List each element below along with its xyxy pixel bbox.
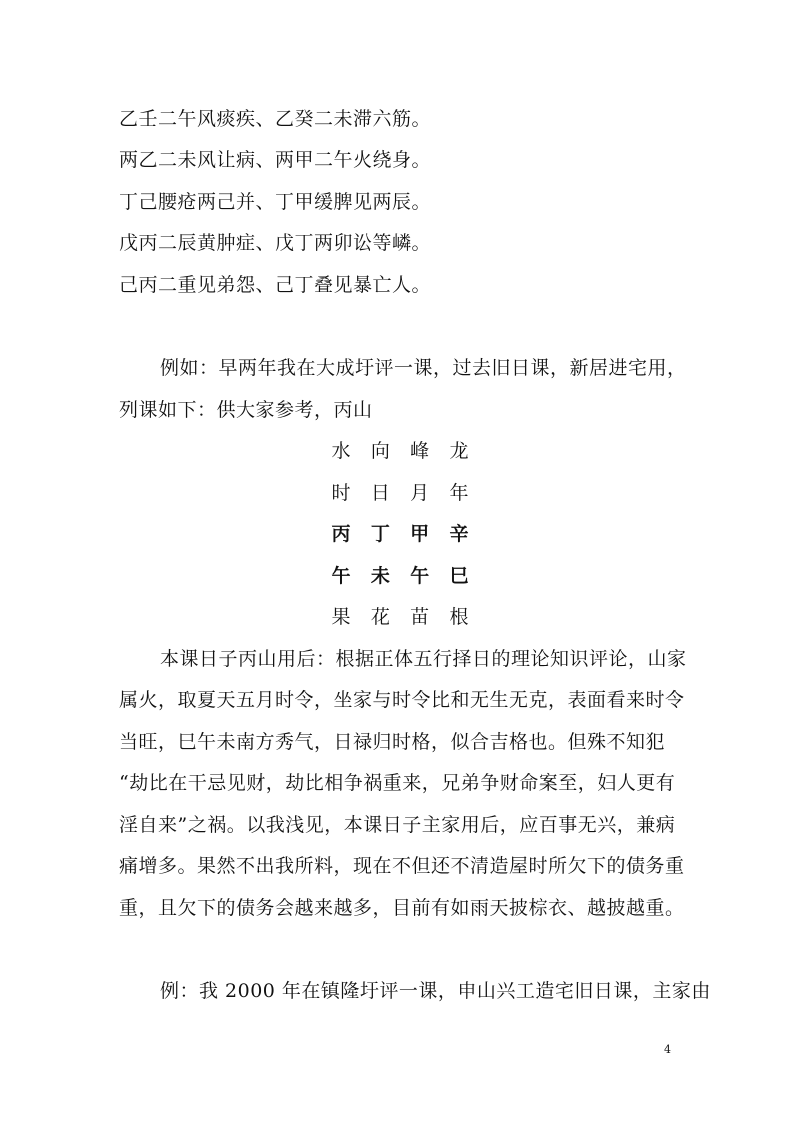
analysis-line-6: 痛增多。果然不出我所料，现在不但还不清造屋时所欠下的债务重 <box>119 855 685 877</box>
chart-cell: 花 <box>370 606 390 628</box>
chart-cell: 苗 <box>410 606 430 628</box>
analysis-line-3: 当旺，巳午未南方秀气，日禄归时格，似合吉格也。但殊不知犯 <box>119 731 666 753</box>
chart-cell: 果 <box>331 606 351 628</box>
chart-row-metaphors <box>330 605 470 629</box>
chart-cell: 午 <box>410 565 430 587</box>
chart-cell: 甲 <box>410 523 430 545</box>
chart-cell: 丁 <box>370 523 390 545</box>
chart-row-periods <box>330 481 470 505</box>
chart-cell: 巳 <box>449 565 469 587</box>
example1-line-1: 例如：早两年我在大成圩评一课，过去旧日课，新居进宅用， <box>160 357 687 379</box>
chart-cell: 根 <box>449 606 469 628</box>
chart-cell: 辛 <box>449 523 469 545</box>
verse-line-5: 己丙二重见弟怨、己丁叠见暴亡人。 <box>119 274 432 296</box>
verse-line-3: 丁己腰疮两己并、丁甲缓脾见两辰。 <box>119 191 432 213</box>
verse-line-4: 戊丙二辰黄肿症、戊丁两卯讼等嶙。 <box>119 232 432 254</box>
chart-cell: 午 <box>331 565 351 587</box>
chart-cell: 年 <box>449 482 469 504</box>
chart-cell: 丙 <box>331 523 351 545</box>
analysis-line-4: “劫比在干忌见财，劫比相争祸重来，兄弟争财命案至，妇人更有 <box>119 772 676 794</box>
example1-line-2: 列课如下：供大家参考，丙山 <box>119 399 373 421</box>
analysis-line-1: 本课日子丙山用后：根据正体五行择日的理论知识评论，山家 <box>160 648 687 670</box>
analysis-line-5: 淫自来”之祸。以我浅见，本课日子主家用后，应百事无兴，兼病 <box>119 814 676 836</box>
chart-cell: 月 <box>410 482 430 504</box>
chart-row-positions <box>330 439 470 463</box>
chart-row-stems <box>330 522 470 546</box>
chart-cell: 峰 <box>410 440 430 462</box>
chart-cell: 日 <box>370 482 390 504</box>
chart-cell: 时 <box>331 482 351 504</box>
verse-line-1: 乙壬二午风痰疾、乙癸二未滞六筋。 <box>119 108 432 130</box>
chart-row-branches <box>330 564 470 588</box>
chart-cell: 龙 <box>449 440 469 462</box>
chart-cell: 水 <box>331 440 351 462</box>
verse-line-2: 两乙二未风让病、两甲二午火绕身。 <box>119 149 432 171</box>
chart-cell: 向 <box>370 440 390 462</box>
example2-line: 例：我 2000 年在镇隆圩评一课，申山兴工造宅旧日课，主家由 <box>160 980 711 1002</box>
analysis-line-2: 属火，取夏天五月时令，坐家与时令比和无生无克，表面看来时令 <box>119 689 685 711</box>
analysis-line-7: 重，且欠下的债务会越来越多，目前有如雨天披棕衣、越披越重。 <box>119 897 685 919</box>
page-number: 4 <box>664 1043 671 1056</box>
chart-cell: 未 <box>370 565 390 587</box>
